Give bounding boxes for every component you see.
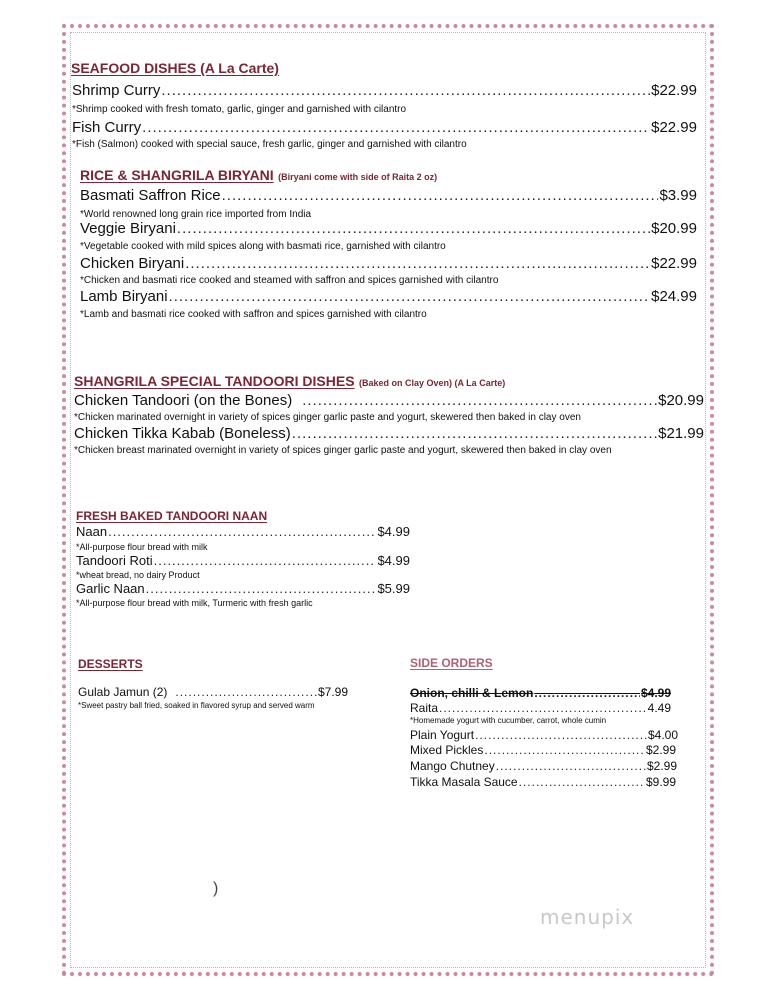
tandoori-heading: SHANGRILA SPECIAL TANDOORI DISHES bbox=[74, 373, 355, 389]
item-description: *Chicken breast marinated overnight in variety of spices ginger garlic paste and yogurt, skewered then baked in clay oven bbox=[74, 445, 612, 456]
leader-dots bbox=[154, 553, 377, 568]
leader-dots bbox=[439, 701, 647, 715]
leader-dots bbox=[302, 392, 657, 409]
item-price: $4.99 bbox=[377, 524, 410, 539]
item-description: *Lamb and basmati rice cooked with saffron and spices garnished with cilantro bbox=[80, 309, 427, 320]
item-price: $22.99 bbox=[651, 119, 697, 136]
item-name: Tikka Masala Sauce bbox=[410, 775, 518, 789]
item-price: $20.99 bbox=[651, 220, 697, 237]
item-price: $4.99 bbox=[377, 553, 410, 568]
menu-item-mixed-pickles bbox=[410, 743, 676, 757]
naan-heading: FRESH BAKED TANDOORI NAAN bbox=[76, 509, 268, 523]
item-description: *Vegetable cooked with mild spices along with basmati rice, garnished with cilantro bbox=[80, 241, 446, 252]
leader-dots bbox=[185, 255, 650, 272]
item-name: Shrimp Curry bbox=[72, 82, 161, 99]
item-price: $2.99 bbox=[646, 759, 677, 773]
item-price: $4.99 bbox=[640, 686, 671, 700]
item-description: *Homemade yogurt with cucumber, carrot, whole cumin bbox=[410, 716, 607, 725]
leader-dots bbox=[177, 220, 650, 237]
item-price: $7.99 bbox=[317, 685, 348, 699]
item-description: *Chicken and basmati rice cooked and steamed with saffron and spices garnished with cilantro bbox=[80, 275, 499, 286]
item-name: Basmati Saffron Rice bbox=[80, 187, 221, 204]
item-description: *Chicken marinated overnight in variety of spices ginger garlic paste and yogurt, skewered then baked in clay oven bbox=[74, 412, 581, 423]
biryani-note: (Biryani come with side of Raita 2 oz) bbox=[278, 172, 438, 182]
item-name: Lamb Biryani bbox=[80, 288, 168, 305]
item-name: Onion, chilli & Lemon bbox=[410, 686, 534, 700]
leader-dots bbox=[292, 425, 657, 442]
menu-item-onion-chilli-lemon bbox=[410, 686, 671, 700]
item-name: Garlic Naan bbox=[76, 581, 145, 596]
item-name: Mango Chutney bbox=[410, 759, 495, 773]
item-description: *Sweet pastry ball fried, soaked in flavored syrup and served warm bbox=[78, 701, 315, 710]
item-price: $22.99 bbox=[651, 255, 697, 272]
menu-item-plain-yogurt bbox=[410, 728, 678, 742]
item-name: Raita bbox=[410, 701, 439, 715]
tandoori-note: (Baked on Clay Oven) (A La Carte) bbox=[359, 378, 506, 388]
biryani-heading-row bbox=[80, 167, 437, 185]
item-name: Gulab Jamun (2) bbox=[78, 685, 168, 699]
menu-item-lamb-biryani bbox=[80, 288, 697, 305]
leader-dots bbox=[496, 759, 646, 773]
item-price: $4.00 bbox=[647, 728, 678, 742]
item-description: *Fish (Salmon) cooked with special sauce, fresh garlic, ginger and garnished with cilantro bbox=[72, 139, 467, 150]
leader-dots bbox=[175, 685, 317, 699]
leader-dots bbox=[142, 119, 650, 136]
item-name: Chicken Tandoori (on the Bones) bbox=[74, 392, 293, 409]
item-price: $9.99 bbox=[645, 775, 676, 789]
item-description: *wheat bread, no dairy Product bbox=[76, 570, 200, 580]
leader-dots bbox=[169, 288, 651, 305]
leader-dots bbox=[484, 743, 645, 757]
item-name: Plain Yogurt bbox=[410, 728, 475, 742]
item-name: Fish Curry bbox=[72, 119, 142, 136]
item-description: *Shrimp cooked with fresh tomato, garlic, ginger and garnished with cilantro bbox=[72, 104, 407, 115]
menu-item-mango-chutney bbox=[410, 759, 677, 773]
item-name: Naan bbox=[76, 524, 108, 539]
menu-item-veggie-biryani bbox=[80, 220, 697, 237]
item-description: *World renowned long grain rice imported from India bbox=[80, 209, 312, 220]
item-description: *All-purpose flour bread with milk, Turmeric with fresh garlic bbox=[76, 598, 313, 608]
menu-item-gulab-jamun bbox=[78, 685, 348, 699]
desserts-heading: DESSERTS bbox=[78, 657, 143, 671]
leader-dots bbox=[108, 524, 376, 539]
menupix-watermark: menupix bbox=[540, 905, 635, 929]
menu-item-chicken-biryani bbox=[80, 255, 697, 272]
seafood-heading: SEAFOOD DISHES (A La Carte) bbox=[71, 60, 279, 76]
item-price: $21.99 bbox=[658, 425, 704, 442]
item-price: $5.99 bbox=[377, 581, 410, 596]
menu-item-shrimp-curry bbox=[72, 82, 697, 99]
item-price: $24.99 bbox=[651, 288, 697, 305]
item-name: Chicken Tikka Kabab (Boneless) bbox=[74, 425, 291, 442]
leader-dots bbox=[534, 686, 640, 700]
item-name: Veggie Biryani bbox=[80, 220, 176, 237]
biryani-heading: RICE & SHANGRILA BIRYANI bbox=[80, 167, 274, 183]
leader-dots bbox=[475, 728, 647, 742]
leader-dots bbox=[519, 775, 645, 789]
leader-dots bbox=[222, 187, 659, 204]
menu-item-tikka-masala-sauce bbox=[410, 775, 676, 789]
item-name: Chicken Biryani bbox=[80, 255, 185, 272]
menu-item-garlic-naan bbox=[76, 581, 410, 596]
item-price: $3.99 bbox=[659, 187, 697, 204]
side-orders-heading: SIDE ORDERS bbox=[410, 656, 493, 670]
menu-item-basmati-rice bbox=[80, 187, 697, 204]
leader-dots bbox=[146, 581, 377, 596]
item-price: $2.99 bbox=[645, 743, 676, 757]
menu-item-chicken-tikka-kabab bbox=[74, 425, 704, 442]
item-description: *All-purpose flour bread with milk bbox=[76, 542, 208, 552]
menu-item-naan bbox=[76, 524, 410, 539]
menu-item-chicken-tandoori bbox=[74, 392, 704, 409]
menu-item-raita bbox=[410, 701, 671, 715]
menu-item-fish-curry bbox=[72, 119, 697, 136]
item-price: $22.99 bbox=[651, 82, 697, 99]
menu-item-tandoori-roti bbox=[76, 553, 410, 568]
stray-mark: ) bbox=[213, 880, 219, 897]
leader-dots bbox=[161, 82, 650, 99]
item-price: 4.49 bbox=[647, 701, 671, 715]
item-name: Mixed Pickles bbox=[410, 743, 484, 757]
tandoori-heading-row bbox=[74, 373, 505, 391]
item-name: Tandoori Roti bbox=[76, 553, 153, 568]
item-price: $20.99 bbox=[658, 392, 704, 409]
